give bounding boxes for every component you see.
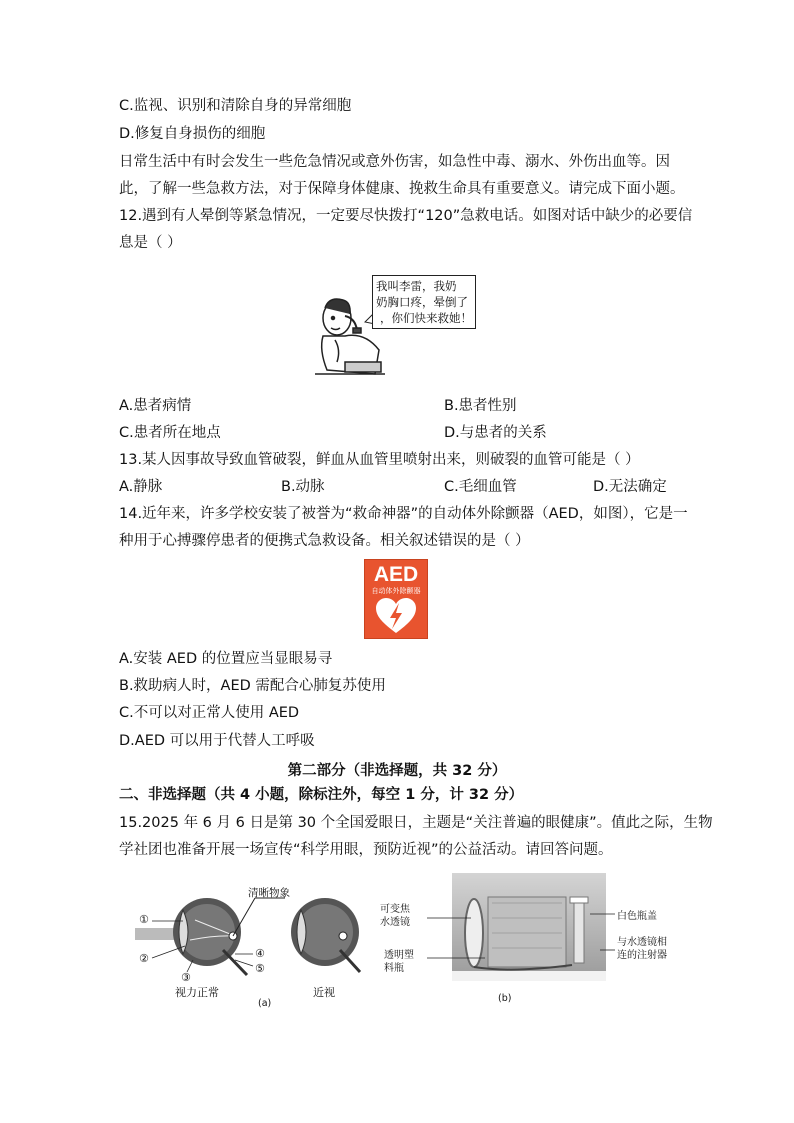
q12-option-c: C.患者所在地点 — [119, 425, 221, 441]
aed-logo-title: AED — [373, 563, 419, 586]
label-bottle — [384, 949, 414, 975]
q12-option-a: A.患者病情 — [119, 398, 192, 414]
q15-stem-1: 15.2025 年 6 月 6 日是第 30 个全国爱眼日，主题是“关注普遍的眼健康”。值此之际，生物 — [119, 815, 713, 831]
callout-3: ③ — [181, 971, 191, 984]
q13-stem: 13.某人因事故导致血管破裂，鲜血从血管里喷射出来，则破裂的血管可能是（ ） — [119, 452, 640, 468]
q14-option-b: B.救助病人时，AED 需配合心肺复苏使用 — [119, 678, 386, 694]
bubble-line-2: 奶胸口疼，晕倒了 — [376, 295, 468, 309]
speech-bubble — [372, 275, 476, 329]
q14-option-d: D.AED 可以用于代替人工呼吸 — [119, 733, 315, 749]
label-myopia: 近视 — [313, 986, 335, 999]
q12-option-b: B.患者性别 — [444, 398, 517, 414]
callout-5: ⑤ — [255, 962, 265, 975]
label-syringe — [617, 936, 667, 962]
label-white-cap: 白色瓶盖 — [617, 911, 657, 922]
heart-lightning-icon — [374, 597, 418, 635]
phone-call-illustration — [315, 270, 480, 382]
q13-option-a: A.静脉 — [119, 479, 163, 495]
caption-b: (b) — [498, 993, 512, 1004]
q14-stem-1: 14.近年来，许多学校安装了被誉为“救命神器”的自动体外除颤器（AED，如图），它是一 — [119, 506, 688, 522]
label-bottle-2: 料瓶 — [384, 963, 404, 974]
callout-2: ② — [139, 952, 149, 965]
q15-stem-2: 学社团也准备开展一场宣传“科学用眼，预防近视”的公益活动。请回答问题。 — [119, 842, 613, 858]
q12-stem-1: 12.遇到有人晕倒等紧急情况，一定要尽快拨打“120”急救电话。如图对话中缺少的必要信 — [119, 208, 693, 224]
q13-option-b: B.动脉 — [281, 479, 325, 495]
q14-stem-2: 种用于心搏骤停患者的便携式急救设备。相关叙述错误的是（ ） — [119, 533, 530, 549]
aed-logo — [364, 559, 428, 639]
q12-option-d: D.与患者的关系 — [444, 425, 547, 441]
aed-logo-subtitle: 自动体外除颤器 — [371, 587, 421, 595]
label-bottle-1: 透明塑 — [384, 950, 414, 961]
label-water-lens — [380, 903, 410, 929]
q13-option-c: C.毛细血管 — [444, 479, 517, 495]
q14-option-c: C.不可以对正常人使用 AED — [119, 705, 300, 721]
label-water-lens-2: 水透镜 — [380, 917, 410, 928]
intro-line-1: 日常生活中有时会发生一些危急情况或意外伤害，如急性中毒、溺水、外伤出血等。因 — [119, 154, 670, 170]
water-lens-figure-b — [375, 870, 675, 1010]
callout-1: ① — [139, 913, 149, 926]
bubble-line-1: 我叫李雷，我奶 — [376, 279, 457, 293]
label-normal-vision: 视力正常 — [175, 986, 219, 999]
callout-4: ④ — [255, 947, 265, 960]
label-syringe-1: 与水透镜相 — [617, 937, 667, 948]
intro-line-2: 此，了解一些急救方法，对于保障身体健康、挽救生命具有重要意义。请完成下面小题。 — [119, 181, 685, 197]
label-clear-image: 清晰物象 — [248, 887, 290, 899]
q14-option-a: A.安装 AED 的位置应当显眼易寻 — [119, 651, 333, 667]
part2-heading: 第二部分（非选择题，共 32 分） — [287, 763, 507, 779]
q12-stem-2: 息是（ ） — [119, 235, 182, 251]
label-syringe-2: 连的注射器 — [617, 950, 667, 961]
option-c-prev: C.监视、识别和清除自身的异常细胞 — [119, 98, 352, 114]
bubble-line-3: ，你们快来救她！ — [380, 311, 472, 325]
section-heading: 二、非选择题（共 4 小题，除标注外，每空 1 分，计 32 分） — [119, 787, 524, 803]
eye-figure-a — [135, 880, 375, 1015]
q13-option-d: D.无法确定 — [593, 479, 667, 495]
myopia-eye-diagram — [291, 898, 360, 972]
caption-a: (a) — [258, 998, 272, 1009]
label-water-lens-1: 可变焦 — [380, 904, 410, 915]
option-d-prev: D.修复自身损伤的细胞 — [119, 126, 266, 142]
